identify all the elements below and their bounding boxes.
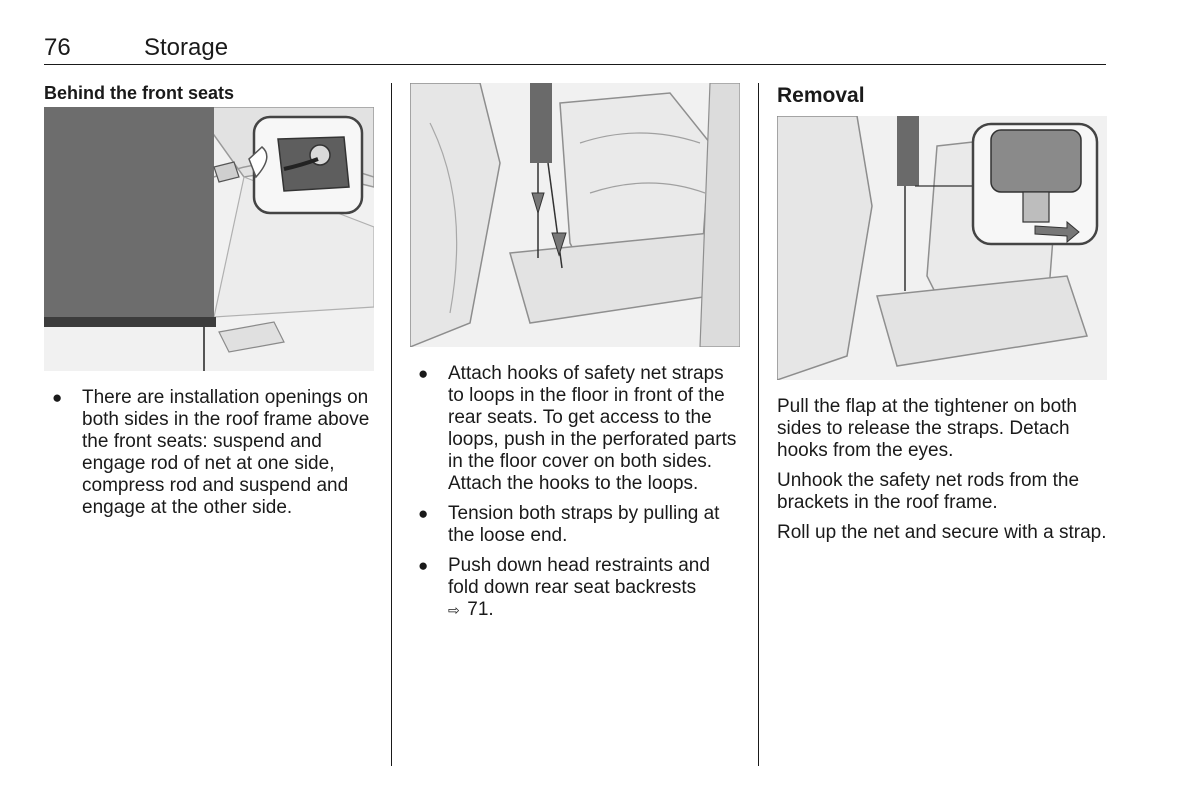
column-divider bbox=[758, 83, 759, 766]
list-item-text: There are installation openings on both sides in the roof frame above the front seats: suspend and engage rod of net at one side, compress rod and suspend and engage at the other side. bbox=[82, 387, 370, 518]
bullet-icon: ● bbox=[418, 364, 429, 383]
column-divider bbox=[391, 83, 392, 766]
column-middle bbox=[410, 82, 740, 629]
list-item-text: Attach hooks of safety net straps to loops in the floor in front of the rear seats. To get access to the loops, push in the perforated parts in the floor cover on both sides. Attach the hooks to the loops. bbox=[448, 363, 737, 494]
list-item bbox=[410, 503, 740, 547]
paragraph: Roll up the net and secure with a strap. bbox=[777, 522, 1107, 543]
paragraph: Pull the flap at the tightener on both sides to release the straps. Detach hooks from the eyes. bbox=[777, 396, 1077, 461]
list-item-text: Tension both straps by pulling at the loose end. bbox=[448, 503, 720, 546]
bullet-icon: ● bbox=[418, 504, 429, 523]
column-right bbox=[777, 82, 1107, 552]
bullet-list-middle bbox=[410, 363, 740, 621]
bullet-list-left bbox=[44, 387, 374, 519]
list-item bbox=[410, 555, 740, 621]
section-heading-removal: Removal bbox=[777, 84, 865, 107]
page-header bbox=[44, 34, 1106, 65]
illustration-roof-frame-opening bbox=[44, 107, 374, 371]
page-number: 76 bbox=[44, 34, 71, 61]
list-item-text: Push down head restraints and fold down rear seat backrests bbox=[448, 555, 710, 598]
bullet-icon: ● bbox=[52, 388, 63, 407]
bullet-icon: ● bbox=[418, 556, 429, 575]
illustration-floor-loops bbox=[410, 83, 740, 347]
page-reference-arrow-icon: ⇨ bbox=[448, 602, 460, 618]
list-item bbox=[410, 363, 740, 495]
paragraph: Unhook the safety net rods from the brackets in the roof frame. bbox=[777, 470, 1080, 513]
column-left bbox=[44, 82, 374, 527]
page-reference[interactable]: 71. bbox=[467, 599, 494, 620]
section-heading-behind-front-seats: Behind the front seats bbox=[44, 83, 235, 103]
removal-instructions bbox=[777, 396, 1107, 544]
page-title: Storage bbox=[144, 34, 229, 61]
list-item bbox=[44, 387, 374, 519]
illustration-tightener-flap bbox=[777, 116, 1107, 380]
